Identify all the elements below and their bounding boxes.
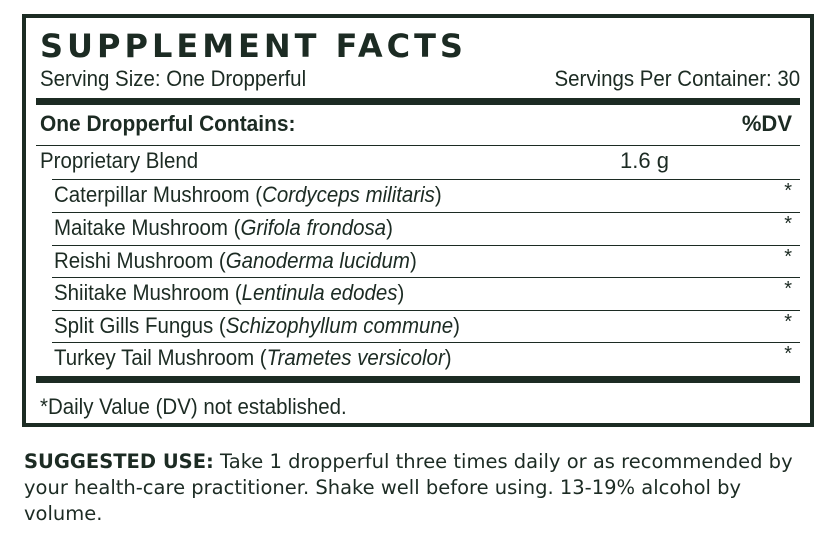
ingredient-dv: * [784,213,792,235]
footer-rule [36,376,800,383]
ingredient-dv: * [784,343,792,365]
ingredient-dv: * [784,278,792,300]
ingredient-dv: * [784,246,792,268]
ingredient-row [40,343,792,373]
ingredient-row [40,213,792,243]
serving-size: Serving Size: One Dropperful [40,66,307,91]
blend-row [40,146,792,176]
ingredient-row [40,246,792,276]
suggested-use-text: Take 1 dropperful three times daily or as recommended by your health-care practitioner. Shake well before using. 13-19% alcohol by volume. [24,450,793,525]
suggested-use-label: SUGGESTED USE: [24,450,214,473]
ingredient-name: Turkey Tail Mushroom (Trametes versicolor) [54,345,452,370]
ingredient-dv: * [784,180,792,202]
ingredient-name: Maitake Mushroom (Grifola frondosa) [54,215,393,240]
blend-name: Proprietary Blend [40,148,199,173]
footnote: *Daily Value (DV) not established. [40,394,347,419]
ingredient-row [40,180,792,210]
ingredient-row [40,311,792,341]
servings-per-container: Servings Per Container: 30 [554,66,800,91]
supplement-facts-panel [22,14,814,427]
ingredient-row [40,278,792,308]
contains-header: One Dropperful Contains: [40,111,296,136]
ingredient-name: Reishi Mushroom (Ganoderma lucidum) [54,248,417,273]
header-rule [36,98,800,105]
dv-header: %DV [741,111,792,136]
ingredient-name: Shiitake Mushroom (Lentinula edodes) [54,280,405,305]
ingredient-dv: * [784,311,792,333]
suggested-use [24,449,814,527]
ingredient-name: Split Gills Fungus (Schizophyllum commune) [54,313,460,338]
blend-amount: 1.6 g [620,148,669,173]
panel-title: SUPPLEMENT FACTS [40,27,467,65]
ingredient-name: Caterpillar Mushroom (Cordyceps militaris) [54,182,442,207]
